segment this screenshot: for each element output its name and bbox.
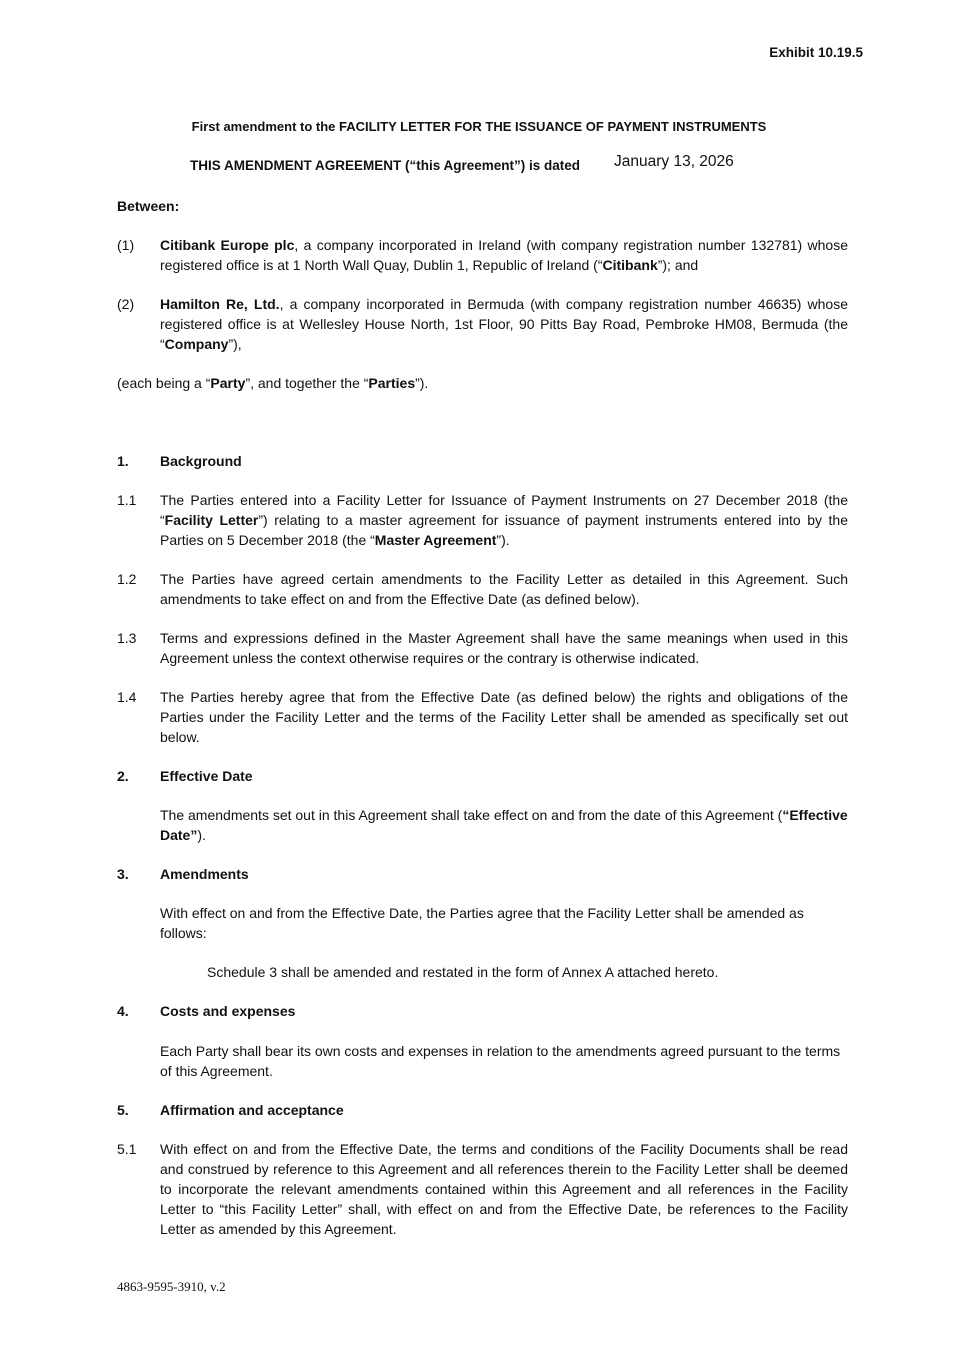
party-2-short-name: Company bbox=[164, 336, 229, 352]
party-2-text: , a company incorporated in Bermuda (with company registration number 46635) whose registered office is at Wellesley House North, 1st Floor, 90 Pitts Bay Road, Pembroke HM08, Bermuda (the “ bbox=[160, 296, 848, 352]
section-4-text: Each Party shall bear its own costs and expenses in relation to the amendments agreed pursuant to the terms of this Agreement. bbox=[160, 1043, 841, 1079]
clause-1-1-text bbox=[160, 490, 848, 550]
section-1-heading: Background bbox=[160, 453, 242, 469]
effective-date-term: “Effective Date” bbox=[160, 807, 848, 843]
section-3-heading: Amendments bbox=[160, 866, 249, 882]
party-1-name: Citibank Europe plc bbox=[160, 237, 295, 253]
party-1-number: (1) bbox=[117, 237, 135, 253]
master-agreement-term: Master Agreement bbox=[374, 532, 497, 548]
party-1-paragraph bbox=[160, 235, 848, 275]
between-label: Between: bbox=[117, 198, 180, 214]
agreement-date: January 13, 2026 bbox=[614, 153, 734, 170]
schedule-amendment-line: Schedule 3 shall be amended and restated in the form of Annex A attached hereto. bbox=[207, 964, 719, 980]
party-1-short-name: Citibank bbox=[602, 257, 658, 273]
party-2-paragraph bbox=[160, 294, 848, 354]
party-1-text: , a company incorporated in Ireland (with company registration number 132781) whose registered office is at 1 North Wall Quay, Dublin 1, Republic of Ireland (“ bbox=[160, 237, 848, 273]
party-2-name: Hamilton Re, Ltd. bbox=[160, 296, 280, 312]
parties-term: Parties bbox=[368, 375, 416, 391]
party-term: Party bbox=[210, 375, 246, 391]
section-3-text: With effect on and from the Effective Date, the Parties agree that the Facility Letter shall be amended as follows: bbox=[160, 905, 804, 941]
section-2-text-b: ). bbox=[197, 827, 206, 843]
party-2-text-end: ”), bbox=[228, 336, 242, 352]
section-2-text-a: The amendments set out in this Agreement shall take effect on and from the date of this Agreement ( bbox=[160, 807, 783, 823]
clause-1-2-number: 1.2 bbox=[117, 571, 137, 587]
clause-1-4-text: The Parties hereby agree that from the Effective Date (as defined below) the rights and obligations of the Parties under the Facility Letter and the terms of the Facility Letter shall be amended as specifically set out below. bbox=[160, 689, 848, 745]
clause-1-1-number: 1.1 bbox=[117, 492, 137, 508]
parties-def-text-a: (each being a “ bbox=[117, 375, 211, 391]
clause-1-1-text-c: ”). bbox=[496, 532, 510, 548]
clause-1-1-text-a: The Parties entered into a Facility Letter for Issuance of Payment Instruments on 27 December 2018 (the “ bbox=[160, 492, 848, 528]
clause-1-1-text-b: ”) relating to a master agreement for issuance of payment instruments entered into by the Parties on 5 December 2018 (the “ bbox=[160, 512, 848, 548]
section-2-number: 2. bbox=[117, 768, 129, 784]
document-id-footer: 4863-9595-3910, v.2 bbox=[117, 1279, 226, 1294]
facility-letter-term: Facility Letter bbox=[164, 512, 259, 528]
party-2-number: (2) bbox=[117, 296, 135, 312]
agreement-dated-line: THIS AMENDMENT AGREEMENT (“this Agreement”) is dated bbox=[190, 158, 581, 173]
party-1-text-end: ”); and bbox=[657, 257, 699, 273]
section-2-heading: Effective Date bbox=[160, 768, 253, 784]
parties-definition bbox=[117, 373, 428, 393]
section-2-text bbox=[160, 805, 848, 845]
section-4-number: 4. bbox=[117, 1003, 129, 1019]
section-3-number: 3. bbox=[117, 866, 129, 882]
document-title: First amendment to the FACILITY LETTER FOR THE ISSUANCE OF PAYMENT INSTRUMENTS bbox=[191, 119, 767, 134]
clause-1-3-text: Terms and expressions defined in the Master Agreement shall have the same meanings when used in this Agreement unless the context otherwise requires or the contrary is otherwise indicated. bbox=[160, 630, 848, 666]
clause-1-2-text: The Parties have agreed certain amendments to the Facility Letter as detailed in this Agreement. Such amendments to take effect on and from the Effective Date (as defined below). bbox=[160, 571, 848, 607]
clause-1-3-number: 1.3 bbox=[117, 630, 137, 646]
section-5-number: 5. bbox=[117, 1102, 129, 1118]
clause-1-4-number: 1.4 bbox=[117, 689, 137, 705]
section-5-heading: Affirmation and acceptance bbox=[160, 1102, 344, 1118]
section-1-number: 1. bbox=[117, 453, 129, 469]
clause-5-1-text: With effect on and from the Effective Date, the terms and conditions of the Facility Documents shall be read and construed by reference to this Agreement and all references therein to the Facility Letter shall be deemed to incorporate the relevant amendments contained within this Agreement and all references in the Facility Letter to “this Facility Letter” shall, with effect on and from the Effective Date, be references to the Facility Letter as amended by this Agreement. bbox=[160, 1141, 848, 1237]
clause-5-1-number: 5.1 bbox=[117, 1141, 137, 1157]
parties-def-text-b: ”, and together the “ bbox=[245, 375, 369, 391]
parties-def-text-c: ”). bbox=[415, 375, 429, 391]
section-4-heading: Costs and expenses bbox=[160, 1003, 296, 1019]
exhibit-number: Exhibit 10.19.5 bbox=[769, 45, 863, 60]
